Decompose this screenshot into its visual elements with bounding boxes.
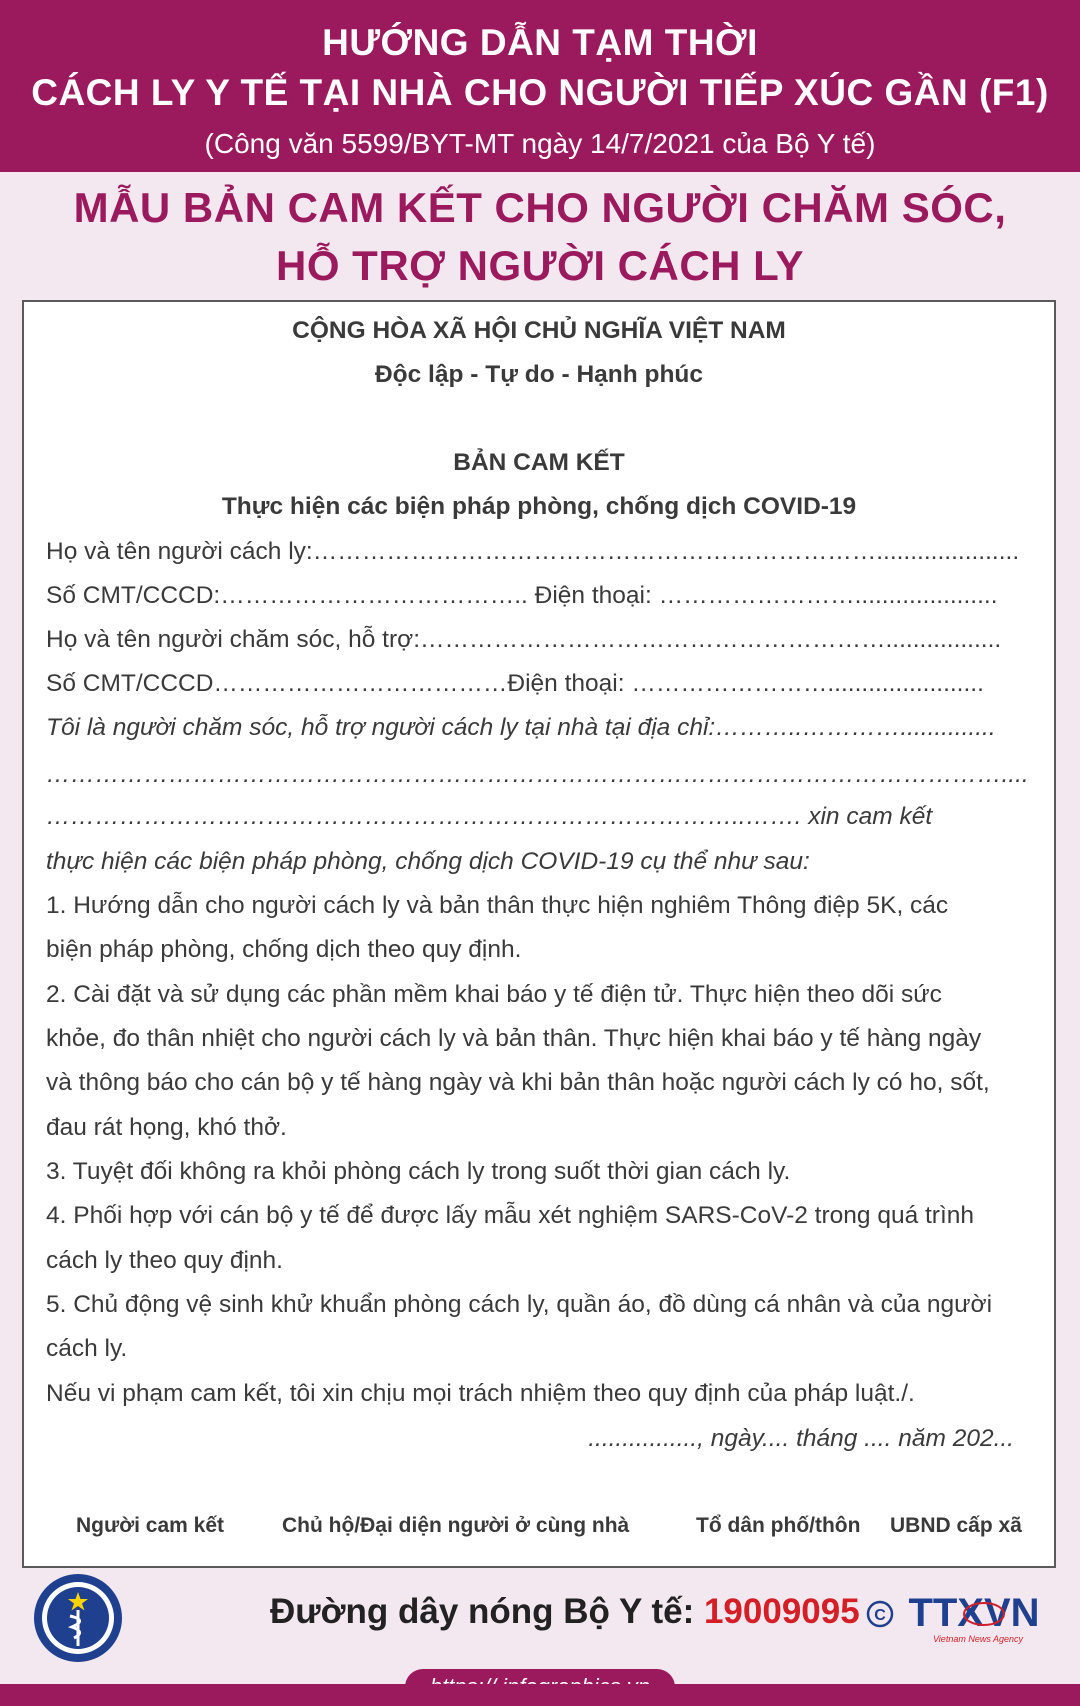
svg-text:Vietnam News Agency: Vietnam News Agency bbox=[932, 1634, 1024, 1644]
nation-motto: Độc lập - Tự do - Hạnh phúc bbox=[374, 361, 704, 388]
document-subtitle: Thực hiện các biện pháp phòng, chống dịch COVID-19 bbox=[221, 493, 857, 520]
field-caregiver-id-phone: Số CMT/CCCD………………………………Điện thoại: ……………………....................... bbox=[46, 670, 984, 697]
address-line-3: …………………………………………………………………………..……. xin cam kết bbox=[46, 803, 933, 830]
field-quarantined-id-phone: Số CMT/CCCD:……………………………….. Điện thoại: ……………………..................... bbox=[46, 582, 998, 609]
nation-name: CỘNG HÒA XÃ HỘI CHỦ NGHĨA VIỆT NAM bbox=[292, 317, 786, 344]
hotline-number[interactable]: 19009095 bbox=[703, 1592, 860, 1631]
header-banner bbox=[0, 0, 1080, 172]
signature-neighborhood: Tổ dân phố/thôn bbox=[696, 1514, 861, 1537]
address-line-1: Tôi là người chăm sóc, hỗ trợ người cách ly tại nhà tại địa chỉ:………..………….............. bbox=[46, 714, 996, 741]
address-line-2: ……………………………………………………………………………………………………….... bbox=[46, 761, 1029, 788]
header-title-line1: HƯỚNG DẪN TẠM THỜI bbox=[322, 22, 758, 63]
violation-clause: Nếu vi phạm cam kết, tôi xin chịu mọi trách nhiệm theo quy định của pháp luật./. bbox=[46, 1380, 915, 1407]
commitment-item-line: 2. Cài đặt và sử dụng các phần mềm khai báo y tế điện tử. Thực hiện theo dõi sức bbox=[46, 981, 942, 1008]
commitment-item-line: khỏe, đo thân nhiệt cho người cách ly và bản thân. Thực hiện khai báo y tế hàng ngày bbox=[46, 1025, 982, 1052]
ttxvn-logo bbox=[866, 1592, 1056, 1648]
commitment-item-line: cách ly theo quy định. bbox=[46, 1247, 283, 1274]
commitment-item-line: cách ly. bbox=[46, 1335, 128, 1362]
commitment-item-line: 5. Chủ động vệ sinh khử khuẩn phòng cách ly, quần áo, đồ dùng cá nhân và của người bbox=[46, 1291, 993, 1318]
address-line-4: thực hiện các biện pháp phòng, chống dịch COVID-19 cụ thể như sau: bbox=[46, 848, 810, 875]
document-title: BẢN CAM KẾT bbox=[453, 449, 625, 476]
ministry-of-health-logo bbox=[32, 1572, 124, 1664]
commitment-item-line: và thông báo cho cán bộ y tế hàng ngày và khi bản thân hoặc người cách ly có ho, sốt, bbox=[46, 1069, 990, 1096]
commitment-item-line: 3. Tuyệt đối không ra khỏi phòng cách ly trong suốt thời gian cách ly. bbox=[46, 1158, 791, 1185]
svg-text:C: C bbox=[874, 1607, 886, 1624]
field-quarantined-name: Họ và tên người cách ly:……………………………………………………………..................... bbox=[46, 538, 1020, 565]
commitment-item-line: 1. Hướng dẫn cho người cách ly và bản thân thực hiện nghiêm Thông điệp 5K, các bbox=[46, 892, 949, 919]
subtitle-line1: MẪU BẢN CAM KẾT CHO NGƯỜI CHĂM SÓC, bbox=[73, 184, 1007, 231]
hotline bbox=[270, 1592, 860, 1632]
footer-bar bbox=[0, 1684, 1080, 1706]
commitment-form bbox=[22, 300, 1056, 1568]
signature-committer: Người cam kết bbox=[76, 1514, 225, 1537]
signature-commune: UBND cấp xã bbox=[890, 1514, 1022, 1537]
field-caregiver-name: Họ và tên người chăm sóc, hỗ trợ:…………………………………………………................. bbox=[46, 626, 1002, 653]
subtitle-line2: HỖ TRỢ NGƯỜI CÁCH LY bbox=[276, 242, 804, 289]
svg-text:TTXVN: TTXVN bbox=[908, 1592, 1040, 1635]
header-title-line2: CÁCH LY Y TẾ TẠI NHÀ CHO NGƯỜI TIẾP XÚC GẦN (F1) bbox=[31, 72, 1049, 113]
signature-household: Chủ hộ/Đại diện người ở cùng nhà bbox=[282, 1514, 630, 1537]
commitment-item-line: đau rát họng, khó thở. bbox=[46, 1114, 287, 1141]
commitment-item-line: 4. Phối hợp với cán bộ y tế để được lấy mẫu xét nghiệm SARS-CoV-2 trong quá trình bbox=[46, 1202, 975, 1229]
date-line: ................, ngày.... tháng .... năm 202... bbox=[588, 1425, 1014, 1452]
commitment-item-line: biện pháp phòng, chống dịch theo quy định. bbox=[46, 936, 522, 963]
header-source: (Công văn 5599/BYT-MT ngày 14/7/2021 của Bộ Y tế) bbox=[204, 128, 876, 159]
hotline-label: Đường dây nóng Bộ Y tế: bbox=[270, 1592, 695, 1631]
